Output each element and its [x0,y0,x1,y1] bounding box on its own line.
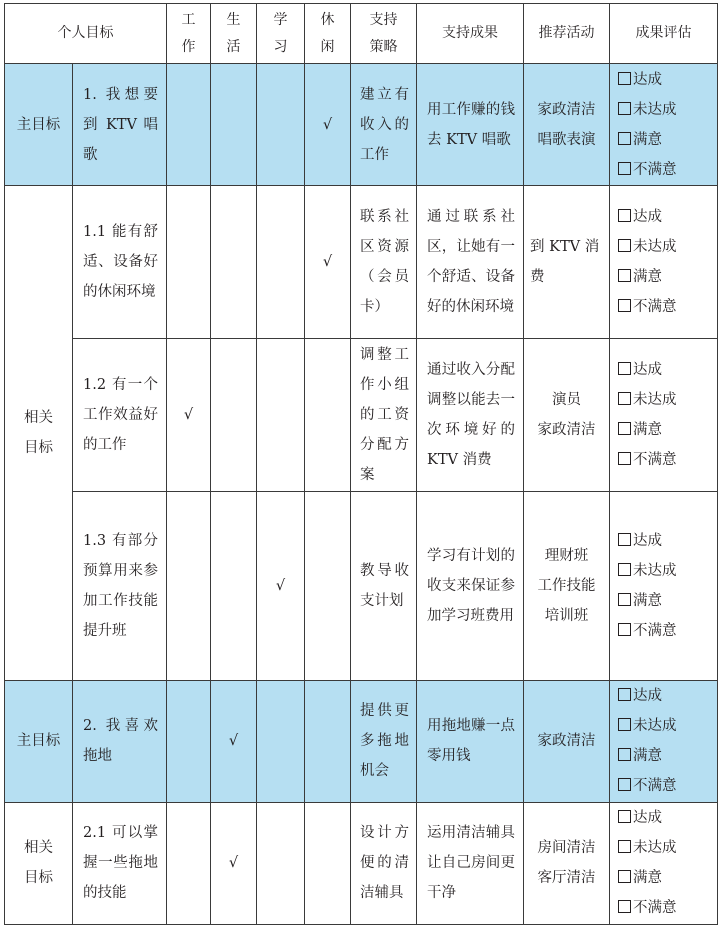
support-strategy: 建立有收入的工作 [351,64,417,186]
checkbox-icon[interactable] [618,563,631,576]
cell-work [167,680,211,802]
cell-work [167,64,211,186]
eval-satisfied[interactable]: 满意 [618,415,717,445]
eval-achieved[interactable]: 达成 [618,355,717,385]
recommended-activities [524,64,610,186]
checkbox-icon[interactable] [618,870,631,883]
cell-leisure [305,802,351,924]
checkbox-icon[interactable] [618,900,631,913]
table-row [5,492,718,680]
recommended-activities [524,680,610,802]
activity-item: 家政清洁 [537,422,596,439]
checkbox-icon[interactable] [618,422,631,435]
support-outcome: 通过联系社区，让她有一个舒适、设备好的休闲环境 [417,186,524,339]
activity-item: 家政清洁 [537,733,596,750]
header-strategy: 支持 策略 [351,4,417,64]
header-row [5,4,718,64]
support-outcome: 用拖地赚一点零用钱 [417,680,524,802]
header-evaluation: 成果评估 [610,4,718,64]
eval-not-satisfied[interactable]: 不满意 [618,771,717,801]
eval-not-satisfied[interactable]: 不满意 [618,155,717,185]
evaluation-options [610,680,718,802]
goal-type-label: 主目标 [5,680,73,802]
cell-leisure [305,680,351,802]
checkbox-icon[interactable] [618,718,631,731]
checkbox-icon[interactable] [618,269,631,282]
checkbox-icon[interactable] [618,72,631,85]
cell-study [257,802,305,924]
eval-not-satisfied[interactable]: 不满意 [618,292,717,322]
goal-text: 2. 我喜欢拖地 [73,680,167,802]
goal-text: 1. 我想要到 KTV 唱歌 [73,64,167,186]
support-outcome: 通过收入分配调整以能去一次环境好的 KTV 消费 [417,339,524,492]
support-strategy: 教导收支计划 [351,492,417,680]
support-strategy: 提供更多拖地机会 [351,680,417,802]
eval-not-satisfied[interactable]: 不满意 [618,616,717,646]
cell-study [257,64,305,186]
cell-study [257,186,305,339]
checkbox-icon[interactable] [618,810,631,823]
eval-achieved[interactable]: 达成 [618,526,717,556]
header-outcome: 支持成果 [417,4,524,64]
eval-satisfied[interactable]: 满意 [618,262,717,292]
goal-text: 1.1 能有舒适、设备好的休闲环境 [73,186,167,339]
cell-life [211,64,257,186]
checkbox-icon[interactable] [618,688,631,701]
support-outcome: 运用清洁辅具让自己房间更干净 [417,802,524,924]
cell-leisure [305,492,351,680]
checkbox-icon[interactable] [618,299,631,312]
goal-type-label: 相关 目标 [5,186,73,681]
header-life: 生 活 [211,4,257,64]
goal-type-label: 主目标 [5,64,73,186]
cell-life [211,492,257,680]
support-outcome: 用工作赚的钱去 KTV 唱歌 [417,64,524,186]
recommended-activities [524,802,610,924]
check-mark-life: √ [211,802,257,924]
cell-work [167,802,211,924]
evaluation-options [610,64,718,186]
activity-item: 到 KTV 消费 [530,239,600,286]
evaluation-options [610,186,718,339]
support-strategy: 设计方便的清洁辅具 [351,802,417,924]
eval-achieved[interactable]: 达成 [618,65,717,95]
activity-item: 家政清洁 [537,101,596,118]
checkbox-icon[interactable] [618,593,631,606]
eval-achieved[interactable]: 达成 [618,202,717,232]
eval-not-achieved[interactable]: 未达成 [618,556,717,586]
evaluation-options [610,492,718,680]
checkbox-icon[interactable] [618,209,631,222]
table-row [5,802,718,924]
recommended-activities [524,339,610,492]
header-study: 学 习 [257,4,305,64]
eval-satisfied[interactable]: 满意 [618,586,717,616]
activity-item: 工作技能 [537,578,596,595]
header-work: 工 作 [167,4,211,64]
activity-item: 演员 [552,392,581,409]
checkbox-icon[interactable] [618,748,631,761]
checkbox-icon[interactable] [618,392,631,405]
checkbox-icon[interactable] [618,840,631,853]
checkbox-icon[interactable] [618,623,631,636]
cell-study [257,680,305,802]
header-leisure: 休 闲 [305,4,351,64]
support-strategy: 联系社区资源（会员卡） [351,186,417,339]
goal-plan-table [4,3,718,925]
cell-leisure [305,339,351,492]
checkbox-icon[interactable] [618,778,631,791]
eval-achieved[interactable]: 达成 [618,681,717,711]
checkbox-icon[interactable] [618,132,631,145]
evaluation-options [610,802,718,924]
activity-item: 唱歌表演 [537,131,596,148]
eval-satisfied[interactable]: 满意 [618,125,717,155]
checkbox-icon[interactable] [618,102,631,115]
table-row [5,186,718,339]
goal-type-label: 相关 目标 [5,802,73,924]
evaluation-options [610,339,718,492]
cell-life [211,186,257,339]
check-mark-leisure: √ [305,186,351,339]
check-mark-leisure: √ [305,64,351,186]
eval-not-satisfied[interactable]: 不满意 [618,445,717,475]
checkbox-icon[interactable] [618,239,631,252]
goal-text: 2.1 可以掌握一些拖地的技能 [73,802,167,924]
activity-item: 理财班 [544,548,589,565]
eval-not-achieved[interactable]: 未达成 [618,385,717,415]
table-row [5,64,718,186]
cell-study [257,339,305,492]
eval-not-achieved[interactable]: 未达成 [618,232,717,262]
check-mark-study: √ [257,492,305,680]
goal-text: 1.3 有部分预算用来参加工作技能提升班 [73,492,167,680]
check-mark-work: √ [167,339,211,492]
checkbox-icon[interactable] [618,362,631,375]
activity-item: 培训班 [544,608,589,625]
eval-achieved[interactable]: 达成 [618,803,717,833]
eval-not-achieved[interactable]: 未达成 [618,833,717,863]
table-row [5,680,718,802]
eval-satisfied[interactable]: 满意 [618,863,717,893]
activity-item: 客厅清洁 [537,870,596,887]
eval-not-satisfied[interactable]: 不满意 [618,893,717,923]
eval-satisfied[interactable]: 满意 [618,741,717,771]
checkbox-icon[interactable] [618,533,631,546]
checkbox-icon[interactable] [618,162,631,175]
check-mark-life: √ [211,680,257,802]
goal-text: 1.2 有一个工作效益好的工作 [73,339,167,492]
header-personal-goal: 个人目标 [5,4,167,64]
cell-life [211,339,257,492]
recommended-activities [524,492,610,680]
support-strategy: 调整工作小组的工资分配方案 [351,339,417,492]
support-outcome: 学习有计划的收支来保证参加学习班费用 [417,492,524,680]
eval-not-achieved[interactable]: 未达成 [618,711,717,741]
recommended-activities [524,186,610,339]
activity-item: 房间清洁 [537,840,596,857]
table-row [5,339,718,492]
cell-work [167,186,211,339]
eval-not-achieved[interactable]: 未达成 [618,95,717,125]
cell-work [167,492,211,680]
checkbox-icon[interactable] [618,452,631,465]
header-activities: 推荐活动 [524,4,610,64]
